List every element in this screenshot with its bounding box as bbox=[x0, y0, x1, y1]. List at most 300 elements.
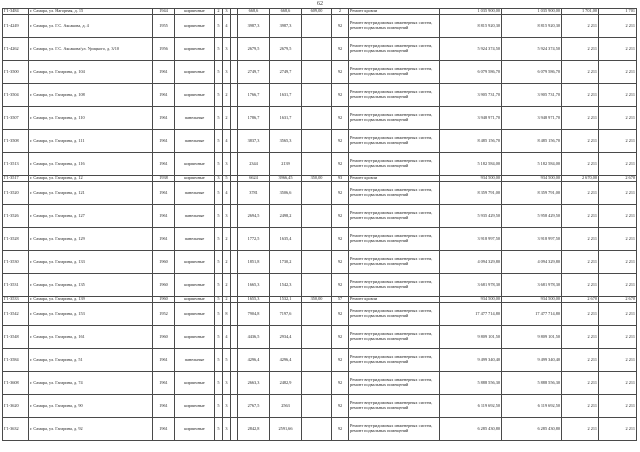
row-id: Г1-3632 bbox=[3, 418, 29, 441]
rate-b-cell: 2 211 bbox=[599, 107, 637, 130]
floors-cell: 5 bbox=[215, 84, 223, 107]
term-cell: 92 bbox=[332, 349, 349, 372]
row-id: Г1-3533 bbox=[3, 297, 29, 303]
cost-cell: 8 359 791,00 bbox=[440, 182, 502, 205]
material-cell: панельные bbox=[175, 130, 215, 153]
empty-cell bbox=[231, 182, 238, 205]
rate-b-cell: 2 211 bbox=[599, 274, 637, 297]
cost-total-cell: 8 815 920,30 bbox=[502, 15, 562, 38]
floors-cell: 5 bbox=[215, 274, 223, 297]
rate-a-cell: 2 211 bbox=[562, 107, 599, 130]
entrances-cell: 4 bbox=[223, 182, 231, 205]
rate-b-cell: 2 211 bbox=[599, 182, 637, 205]
material-cell: панельные bbox=[175, 182, 215, 205]
table-row bbox=[3, 153, 637, 176]
cost-total-cell: 3 918 997,50 bbox=[502, 228, 562, 251]
rate-b-cell: 2 211 bbox=[599, 205, 637, 228]
row-id: Г1-3531 bbox=[3, 274, 29, 297]
area-other-cell bbox=[302, 130, 332, 153]
area-living-cell: 2749,7 bbox=[270, 61, 302, 84]
entrances-cell: 3 bbox=[223, 61, 231, 84]
work-type-cell: Ремонт внутридомовых инженерных систем, ремонт подвальных помещений bbox=[349, 303, 440, 326]
year-cell: 1961 bbox=[153, 130, 175, 153]
rate-a-cell: 2 211 bbox=[562, 274, 599, 297]
cost-cell: 3 681 978,30 bbox=[440, 274, 502, 297]
address-cell: г. Самара, ул. Гагарина, д. 153 bbox=[29, 303, 153, 326]
empty-cell bbox=[231, 84, 238, 107]
entrances-cell: 2 bbox=[223, 228, 231, 251]
work-type-cell: Ремонт внутридомовых инженерных систем, ремонт подвальных помещений bbox=[349, 349, 440, 372]
address-cell: г. Самара, ул. Гагарина, д. 139 bbox=[29, 297, 153, 303]
address-cell: г. Самара, ул. Нагорная, д. 15 bbox=[29, 9, 153, 15]
year-cell: 1944 bbox=[153, 9, 175, 15]
rate-b-cell: 2 211 bbox=[599, 372, 637, 395]
term-cell: 92 bbox=[332, 84, 349, 107]
term-cell: 93 bbox=[332, 176, 349, 182]
empty-cell bbox=[231, 395, 238, 418]
area-total-cell: 1655,3 bbox=[238, 297, 270, 303]
address-cell: г. Самара, ул. Гагарина, д. 129 bbox=[29, 228, 153, 251]
area-total-cell: 2663,3 bbox=[238, 372, 270, 395]
year-cell: 1956 bbox=[153, 38, 175, 61]
area-living-cell: 7197,6 bbox=[270, 303, 302, 326]
floors-cell: 2 bbox=[215, 9, 223, 15]
area-living-cell: 2679,5 bbox=[270, 38, 302, 61]
area-other-cell: 350,00 bbox=[302, 297, 332, 303]
cost-total-cell: 5 182 584,00 bbox=[502, 153, 562, 176]
work-type-cell: Ремонт внутридомовых инженерных систем, ремонт подвальных помещений bbox=[349, 38, 440, 61]
work-type-cell: Ремонт внутридомовых инженерных систем, ремонт подвальных помещений bbox=[349, 61, 440, 84]
year-cell: 1960 bbox=[153, 274, 175, 297]
cost-total-cell: 5 924 374,50 bbox=[502, 38, 562, 61]
area-other-cell bbox=[302, 418, 332, 441]
area-living-cell: 1631,7 bbox=[270, 107, 302, 130]
row-id: Г1-3508 bbox=[3, 130, 29, 153]
work-type-cell: Ремонт кровли bbox=[349, 176, 440, 182]
term-cell: 92 bbox=[332, 418, 349, 441]
area-total-cell: 1772,5 bbox=[238, 228, 270, 251]
entrances-cell: 3 bbox=[223, 418, 231, 441]
area-total-cell: 2842,8 bbox=[238, 418, 270, 441]
material-cell: кирпичные bbox=[175, 251, 215, 274]
area-other-cell bbox=[302, 84, 332, 107]
work-type-cell: Ремонт внутридомовых инженерных систем, ремонт подвальных помещений bbox=[349, 326, 440, 349]
rate-b-cell: 2 211 bbox=[599, 251, 637, 274]
year-cell: 1961 bbox=[153, 418, 175, 441]
rate-a-cell: 2 211 bbox=[562, 326, 599, 349]
work-type-cell: Ремонт внутридомовых инженерных систем, ремонт подвальных помещений bbox=[349, 182, 440, 205]
material-cell: кирпичные bbox=[175, 176, 215, 182]
rate-b-cell: 2 211 bbox=[599, 326, 637, 349]
area-living-cell: 1730,2 bbox=[270, 251, 302, 274]
cost-cell: 9 809 101,50 bbox=[440, 326, 502, 349]
floors-cell: 5 bbox=[215, 153, 223, 176]
rate-a-cell: 2 211 bbox=[562, 228, 599, 251]
term-cell: 92 bbox=[332, 205, 349, 228]
work-type-cell: Ремонт внутридомовых инженерных систем, ремонт подвальных помещений bbox=[349, 153, 440, 176]
rate-b-cell: 2 211 bbox=[599, 61, 637, 84]
area-other-cell: 350,00 bbox=[302, 176, 332, 182]
area-total-cell: 2767,5 bbox=[238, 395, 270, 418]
address-cell: г. Самара, ул. Гагарина, д. 116 bbox=[29, 153, 153, 176]
area-living-cell: 3987,3 bbox=[270, 15, 302, 38]
rate-b-cell: 2 211 bbox=[599, 228, 637, 251]
rate-a-cell: 2 211 bbox=[562, 418, 599, 441]
row-id: Г1-3548 bbox=[3, 326, 29, 349]
cost-total-cell: 8 359 791,00 bbox=[502, 182, 562, 205]
floors-cell: 3 bbox=[215, 176, 223, 182]
empty-cell bbox=[231, 349, 238, 372]
area-total-cell: 3987,3 bbox=[238, 15, 270, 38]
row-id: Г1-3520 bbox=[3, 182, 29, 205]
rate-a-cell: 2 211 bbox=[562, 251, 599, 274]
work-type-cell: Ремонт внутридомовых инженерных систем, ремонт подвальных помещений bbox=[349, 84, 440, 107]
area-living-cell: 2563 bbox=[270, 395, 302, 418]
term-cell: 92 bbox=[332, 61, 349, 84]
area-other-cell bbox=[302, 38, 332, 61]
cost-total-cell: 5 958 429,50 bbox=[502, 205, 562, 228]
year-cell: 1961 bbox=[153, 153, 175, 176]
cost-cell: 9 499 340,40 bbox=[440, 349, 502, 372]
year-cell: 1961 bbox=[153, 228, 175, 251]
rate-a-cell: 2 211 bbox=[562, 15, 599, 38]
term-cell: 92 bbox=[332, 326, 349, 349]
area-living-cell: 2482,9 bbox=[270, 372, 302, 395]
year-cell: 1961 bbox=[153, 372, 175, 395]
year-cell: 1961 bbox=[153, 395, 175, 418]
cost-total-cell: 5 888 556,30 bbox=[502, 372, 562, 395]
table-row bbox=[3, 418, 637, 441]
material-cell: кирпичные bbox=[175, 418, 215, 441]
area-living-cell: 4296,4 bbox=[270, 349, 302, 372]
cost-total-cell: 6 079 586,70 bbox=[502, 61, 562, 84]
row-id: Г1-3504 bbox=[3, 84, 29, 107]
material-cell: кирпичные bbox=[175, 303, 215, 326]
rate-a-cell: 2 211 bbox=[562, 303, 599, 326]
area-living-cell: 3565,3 bbox=[270, 130, 302, 153]
material-cell: панельные bbox=[175, 107, 215, 130]
rate-a-cell: 2 211 bbox=[562, 205, 599, 228]
area-total-cell: 2344 bbox=[238, 153, 270, 176]
empty-cell bbox=[231, 38, 238, 61]
area-total-cell: 3781 bbox=[238, 182, 270, 205]
year-cell: 1961 bbox=[153, 349, 175, 372]
material-cell: кирпичные bbox=[175, 15, 215, 38]
cost-cell: 1 035 900,00 bbox=[440, 9, 502, 15]
row-id: Г1-3484 bbox=[3, 9, 29, 15]
table-row bbox=[3, 251, 637, 274]
table-row bbox=[3, 61, 637, 84]
term-cell: 92 bbox=[332, 38, 349, 61]
table-row bbox=[3, 15, 637, 38]
area-living-cell: 2591,66 bbox=[270, 418, 302, 441]
area-living-cell: 1631,7 bbox=[270, 84, 302, 107]
empty-cell bbox=[231, 205, 238, 228]
row-id: Г1-3500 bbox=[3, 61, 29, 84]
area-total-cell: 2679,5 bbox=[238, 38, 270, 61]
page-number: 62 bbox=[317, 1, 323, 7]
material-cell: панельные bbox=[175, 228, 215, 251]
cost-total-cell: 9 499 340,40 bbox=[502, 349, 562, 372]
floors-cell: 5 bbox=[215, 251, 223, 274]
year-cell: 1952 bbox=[153, 303, 175, 326]
area-other-cell bbox=[302, 395, 332, 418]
material-cell: кирпичные bbox=[175, 326, 215, 349]
area-other-cell bbox=[302, 251, 332, 274]
cost-cell: 3 918 997,50 bbox=[440, 228, 502, 251]
material-cell: кирпичные bbox=[175, 297, 215, 303]
work-type-cell: Ремонт внутридомовых инженерных систем, ремонт подвальных помещений bbox=[349, 251, 440, 274]
rate-b-cell: 2 211 bbox=[599, 418, 637, 441]
address-cell: г. Самара, ул. Гагарина, д. 104 bbox=[29, 61, 153, 84]
table-row bbox=[3, 84, 637, 107]
rate-a-cell: 1 701,00 bbox=[562, 9, 599, 15]
floors-cell: 5 bbox=[215, 372, 223, 395]
material-cell: кирпичные bbox=[175, 274, 215, 297]
rate-a-cell: 2 211 bbox=[562, 84, 599, 107]
work-type-cell: Ремонт внутридомовых инженерных систем, ремонт подвальных помещений bbox=[349, 130, 440, 153]
cost-cell: 4 094 329,80 bbox=[440, 251, 502, 274]
entrances-cell: 8 bbox=[223, 303, 231, 326]
area-total-cell: 1766,7 bbox=[238, 84, 270, 107]
area-total-cell: 2749,7 bbox=[238, 61, 270, 84]
year-cell: 1961 bbox=[153, 182, 175, 205]
table-row bbox=[3, 372, 637, 395]
material-cell: кирпичные bbox=[175, 38, 215, 61]
cost-cell: 5 888 556,30 bbox=[440, 372, 502, 395]
area-total-cell: 7904,8 bbox=[238, 303, 270, 326]
area-total-cell: 1786,7 bbox=[238, 107, 270, 130]
empty-cell bbox=[231, 15, 238, 38]
rate-a-cell: 2 211 bbox=[562, 153, 599, 176]
area-other-cell bbox=[302, 349, 332, 372]
year-cell: 1960 bbox=[153, 297, 175, 303]
area-total-cell: 1851,8 bbox=[238, 251, 270, 274]
area-other-cell bbox=[302, 228, 332, 251]
entrances-cell: 2 bbox=[223, 84, 231, 107]
table-row bbox=[3, 107, 637, 130]
rate-a-cell: 2 211 bbox=[562, 395, 599, 418]
address-cell: г. Самара, ул. Гагарина, д. 108 bbox=[29, 84, 153, 107]
cost-cell: 5 924 374,50 bbox=[440, 38, 502, 61]
entrances-cell: 5 bbox=[223, 176, 231, 182]
table-row bbox=[3, 182, 637, 205]
row-id: Г1-4249 bbox=[3, 15, 29, 38]
entrances-cell: 2 bbox=[223, 107, 231, 130]
address-cell: г. Самара, ул. Гагарина, д. 110 bbox=[29, 107, 153, 130]
empty-cell bbox=[231, 130, 238, 153]
floors-cell: 5 bbox=[215, 205, 223, 228]
rate-b-cell: 2 211 bbox=[599, 349, 637, 372]
rate-b-cell: 2 211 bbox=[599, 303, 637, 326]
work-type-cell: Ремонт кровли bbox=[349, 297, 440, 303]
floors-cell: 5 bbox=[215, 38, 223, 61]
entrances-cell: 4 bbox=[223, 15, 231, 38]
year-cell: 1961 bbox=[153, 84, 175, 107]
row-id: Г1-3620 bbox=[3, 395, 29, 418]
rate-a-cell: 2 670 bbox=[562, 297, 599, 303]
rate-b-cell: 2 211 bbox=[599, 130, 637, 153]
year-cell: 1938 bbox=[153, 176, 175, 182]
floors-cell: 5 bbox=[215, 395, 223, 418]
area-total-cell: 4296,4 bbox=[238, 349, 270, 372]
cost-cell: 6 079 586,70 bbox=[440, 61, 502, 84]
cost-total-cell: 934 500,00 bbox=[502, 297, 562, 303]
term-cell: 92 bbox=[332, 395, 349, 418]
year-cell: 1961 bbox=[153, 61, 175, 84]
table-row bbox=[3, 274, 637, 297]
cost-cell: 3 948 971,70 bbox=[440, 107, 502, 130]
rate-b-cell: 2 211 bbox=[599, 15, 637, 38]
term-cell: 2 bbox=[332, 9, 349, 15]
cost-total-cell: 6 119 692,50 bbox=[502, 395, 562, 418]
area-living-cell: 3506,6 bbox=[270, 182, 302, 205]
row-id: Г1-3517 bbox=[3, 176, 29, 182]
floors-cell: 5 bbox=[215, 297, 223, 303]
rate-b-cell: 2 670 bbox=[599, 297, 637, 303]
empty-cell bbox=[231, 372, 238, 395]
floors-cell: 5 bbox=[215, 418, 223, 441]
entrances-cell: 4 bbox=[223, 326, 231, 349]
cost-total-cell: 3 905 731,70 bbox=[502, 84, 562, 107]
cost-total-cell: 9 809 101,50 bbox=[502, 326, 562, 349]
floors-cell: 5 bbox=[215, 349, 223, 372]
address-cell: г. Самара, ул. Гагарина, д. 161 bbox=[29, 326, 153, 349]
row-id: Г1-3584 bbox=[3, 349, 29, 372]
work-type-cell: Ремонт внутридомовых инженерных систем, ремонт подвальных помещений bbox=[349, 418, 440, 441]
address-cell: г. Самара, ул. Гагарина, д. 121 bbox=[29, 182, 153, 205]
material-cell: панельные bbox=[175, 349, 215, 372]
year-cell: 1961 bbox=[153, 107, 175, 130]
area-total-cell: 1665,3 bbox=[238, 274, 270, 297]
work-type-cell: Ремонт внутридомовых инженерных систем, ремонт подвальных помещений bbox=[349, 395, 440, 418]
empty-cell bbox=[231, 326, 238, 349]
empty-cell bbox=[231, 418, 238, 441]
empty-cell bbox=[231, 153, 238, 176]
cost-cell: 5 935 429,50 bbox=[440, 205, 502, 228]
table-row bbox=[3, 205, 637, 228]
cost-total-cell: 934 500,00 bbox=[502, 176, 562, 182]
area-living-cell: 1635,4 bbox=[270, 228, 302, 251]
floors-cell: 5 bbox=[215, 182, 223, 205]
floors-cell: 5 bbox=[215, 61, 223, 84]
cost-cell: 17 477 714,80 bbox=[440, 303, 502, 326]
row-id: Г1-3526 bbox=[3, 205, 29, 228]
entrances-cell: 3 bbox=[223, 205, 231, 228]
term-cell: 92 bbox=[332, 153, 349, 176]
entrances-cell: 2 bbox=[223, 251, 231, 274]
address-cell: г. Самара, ул. Гагарина, д. 90 bbox=[29, 395, 153, 418]
floors-cell: 5 bbox=[215, 130, 223, 153]
empty-cell bbox=[231, 251, 238, 274]
address-cell: г. Самара, ул. Гагарина, д. 92 bbox=[29, 418, 153, 441]
row-id: Г1-3542 bbox=[3, 303, 29, 326]
material-cell: кирпичные bbox=[175, 372, 215, 395]
entrances-cell: 3 bbox=[223, 9, 231, 15]
cost-total-cell: 3 681 978,30 bbox=[502, 274, 562, 297]
year-cell: 1961 bbox=[153, 205, 175, 228]
term-cell: 57 bbox=[332, 297, 349, 303]
year-cell: 1955 bbox=[153, 15, 175, 38]
address-cell: г. Самара, ул. Гагарина, д. 74 bbox=[29, 372, 153, 395]
cost-cell: 8 815 920,30 bbox=[440, 15, 502, 38]
floors-cell: 5 bbox=[215, 228, 223, 251]
empty-cell bbox=[231, 228, 238, 251]
area-other-cell bbox=[302, 15, 332, 38]
material-cell: кирпичные bbox=[175, 153, 215, 176]
rate-a-cell: 2 211 bbox=[562, 38, 599, 61]
area-total-cell: 6624 bbox=[238, 176, 270, 182]
entrances-cell: 3 bbox=[223, 153, 231, 176]
year-cell: 1960 bbox=[153, 326, 175, 349]
year-cell: 1960 bbox=[153, 251, 175, 274]
cost-total-cell: 1 035 900,00 bbox=[502, 9, 562, 15]
area-total-cell: 2694,5 bbox=[238, 205, 270, 228]
address-cell: г. Самара, ул. Г.С. Аксакова, д. 4 bbox=[29, 15, 153, 38]
material-cell: кирпичные bbox=[175, 84, 215, 107]
entrances-cell: 2 bbox=[223, 297, 231, 303]
term-cell: 92 bbox=[332, 251, 349, 274]
cost-total-cell: 8 485 156,70 bbox=[502, 130, 562, 153]
row-id: Г1-4262 bbox=[3, 38, 29, 61]
cost-total-cell: 4 094 329,80 bbox=[502, 251, 562, 274]
cost-cell: 6 119 692,50 bbox=[440, 395, 502, 418]
material-cell: кирпичные bbox=[175, 395, 215, 418]
area-other-cell bbox=[302, 274, 332, 297]
term-cell: 92 bbox=[332, 372, 349, 395]
area-other-cell bbox=[302, 205, 332, 228]
entrances-cell: 3 bbox=[223, 395, 231, 418]
cost-cell: 934 500,00 bbox=[440, 297, 502, 303]
floors-cell: 5 bbox=[215, 303, 223, 326]
area-living-cell: 1542,3 bbox=[270, 274, 302, 297]
rate-b-cell: 2 670 bbox=[599, 176, 637, 182]
area-total-cell: 4436,5 bbox=[238, 326, 270, 349]
work-type-cell: Ремонт внутридомовых инженерных систем, ремонт подвальных помещений bbox=[349, 372, 440, 395]
area-other-cell bbox=[302, 372, 332, 395]
term-cell: 92 bbox=[332, 274, 349, 297]
empty-cell bbox=[231, 107, 238, 130]
address-cell: г. Самара, ул. Гагарина, д. 12 bbox=[29, 176, 153, 182]
cost-cell: 8 485 156,70 bbox=[440, 130, 502, 153]
cost-cell: 934 500,00 bbox=[440, 176, 502, 182]
term-cell: 92 bbox=[332, 15, 349, 38]
area-other-cell: 609,00 bbox=[302, 9, 332, 15]
entrances-cell: 5 bbox=[223, 349, 231, 372]
work-type-cell: Ремонт внутридомовых инженерных систем, ремонт подвальных помещений bbox=[349, 107, 440, 130]
rate-a-cell: 2 211 bbox=[562, 349, 599, 372]
row-id: Г1-3528 bbox=[3, 228, 29, 251]
row-id: Г1-3530 bbox=[3, 251, 29, 274]
work-type-cell: Ремонт внутридомовых инженерных систем, ремонт подвальных помещений bbox=[349, 15, 440, 38]
rate-b-cell: 1 701 bbox=[599, 9, 637, 15]
entrances-cell: 3 bbox=[223, 372, 231, 395]
housing-repair-table bbox=[2, 8, 637, 441]
area-total-cell: 3837,3 bbox=[238, 130, 270, 153]
address-cell: г. Самара, ул. Г.С. Аксакова/ул. Урицкого, д. 3/10 bbox=[29, 38, 153, 61]
entrances-cell: 3 bbox=[223, 38, 231, 61]
empty-cell bbox=[231, 303, 238, 326]
floors-cell: 5 bbox=[215, 107, 223, 130]
row-id: Г1-3608 bbox=[3, 372, 29, 395]
table-row bbox=[3, 349, 637, 372]
address-cell: г. Самара, ул. Гагарина, д. 133 bbox=[29, 251, 153, 274]
rate-a-cell: 2 211 bbox=[562, 61, 599, 84]
work-type-cell: Ремонт кровли bbox=[349, 9, 440, 15]
address-cell: г. Самара, ул. Гагарина, д. 51 bbox=[29, 349, 153, 372]
address-cell: г. Самара, ул. Гагарина, д. 111 bbox=[29, 130, 153, 153]
rate-a-cell: 2 670,00 bbox=[562, 176, 599, 182]
